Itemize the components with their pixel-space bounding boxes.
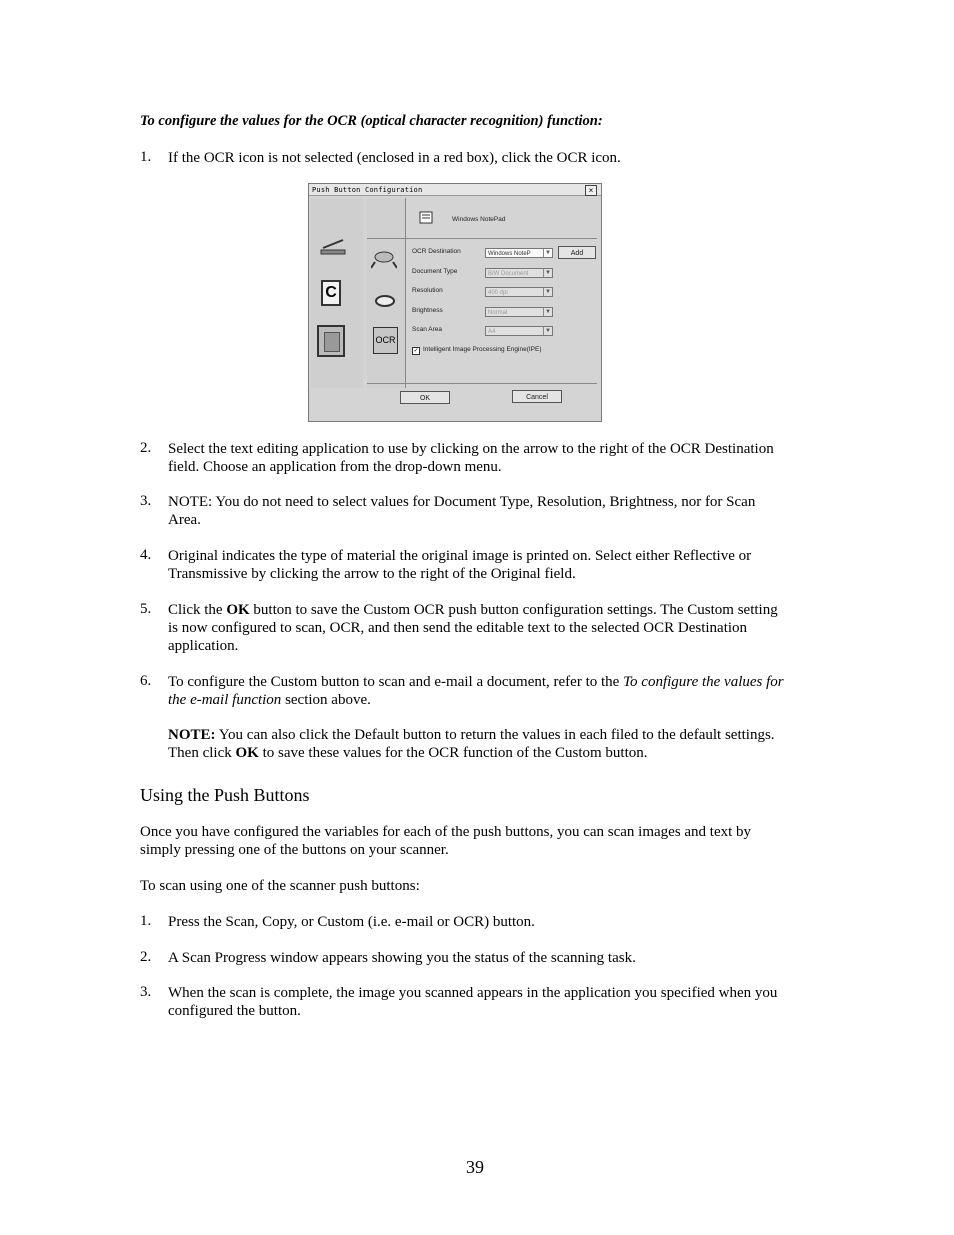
ok-bold-text: OK [226,602,250,618]
text-run: to save these values for the OCR function of the Custom button. [258,745,648,761]
scan-area-value: A4 [488,329,496,335]
dialog-title-bar [309,184,601,196]
text-run: You can also click the Default button to return the values in each filed to the default settings. [215,727,775,743]
print-icon[interactable] [374,292,396,308]
section-intro [140,823,751,859]
document-type-select[interactable] [485,268,553,278]
brightness-label: Brightness [412,307,443,314]
step-text-line: NOTE: You do not need to select values for Document Type, Resolution, Brightness, nor for Scan [168,494,756,510]
resolution-select[interactable] [485,287,553,297]
scan-intro: To scan using one of the scanner push buttons: [140,878,420,894]
ocr-icon[interactable]: OCR [373,327,398,354]
step-text: Press the Scan, Copy, or Custom (i.e. e-mail or OCR) button. [168,914,535,930]
step-text: If the OCR icon is not selected (enclosed in a red box), click the OCR icon. [168,150,621,166]
step-number: 3. [140,493,152,509]
scan-area-label: Scan Area [412,326,442,333]
ocr-destination-select[interactable] [485,248,553,258]
copy-icon[interactable]: C [321,280,341,306]
intro-line: Once you have configured the variables for each of the push buttons, you can scan images and text by [140,824,752,840]
brightness-select[interactable] [485,307,553,317]
step-text [168,493,755,529]
step-number: 1. [140,913,152,929]
step-text-line [168,691,784,709]
step-text-line: Select the text editing application to use by clicking on the arrow to the right of the OCR Destination [168,441,774,457]
note-line [168,744,775,762]
section-title: Using the Push Buttons [140,785,310,805]
ok-bold-text: OK [235,745,259,761]
text-run: section above. [281,692,371,708]
separator [367,383,597,384]
step-number: 6. [140,673,152,689]
step-text-line: Original indicates the type of material the original image is printed on. Select either Reflective or [168,548,752,564]
notepad-icon [417,209,435,225]
close-button[interactable]: × [585,185,597,196]
text-run: To configure the Custom button to scan and e-mail a document, refer to the [168,674,624,690]
step-number: 1. [140,149,152,165]
resolution-label: Resolution [412,287,443,294]
step-text: A Scan Progress window appears showing you the status of the scanning task. [168,950,636,966]
note-block [168,726,775,762]
document-type-value: B/W Document [488,271,529,277]
dropdown-arrow-icon[interactable]: ▼ [543,288,552,296]
document-type-label: Document Type [412,268,458,275]
text-run: Click the [168,602,227,618]
text-run: Then click [168,745,236,761]
cancel-button[interactable]: Cancel [512,390,562,403]
application-name: Windows NotePad [452,216,506,223]
step-text-line: Transmissive by clicking the arrow to the right of the Original field. [168,566,576,582]
step-number: 3. [140,984,152,1000]
step-number: 5. [140,601,152,617]
dialog-title: Push Button Configuration [312,186,423,194]
email-icon[interactable] [371,248,397,270]
dropdown-arrow-icon[interactable]: ▼ [543,269,552,277]
step-text-line [168,673,784,691]
note-label: NOTE: [168,727,216,743]
intro-line: simply pressing one of the buttons on your scanner. [140,842,449,858]
text-run: button to save the Custom OCR push button configuration settings. The Custom setting [249,602,778,618]
step-text [168,601,778,655]
step-text [168,547,751,583]
note-line [168,726,775,744]
scanner-icon[interactable] [319,236,347,256]
step-text-line: application. [168,638,239,654]
step-text-line: configured the button. [168,1003,301,1019]
ocr-destination-label: OCR Destination [412,248,461,255]
ipe-checkbox[interactable]: ✓ [413,348,419,354]
step-text-line [168,601,778,619]
step-number: 4. [140,547,152,563]
step-text [168,673,784,709]
scan-area-select[interactable] [485,326,553,336]
cross-reference-link: To configure the values for [623,674,784,690]
ipe-checkbox-label: Intelligent Image Processing Engine(IPE) [423,346,542,353]
brightness-value: Normal [488,310,508,316]
dropdown-arrow-icon[interactable]: ▼ [543,308,552,316]
step-text-line: Area. [168,512,201,528]
ok-button[interactable]: OK [400,391,450,404]
step-text-line: is now configured to scan, OCR, and then send the editable text to the selected OCR Destination [168,620,748,636]
step-text-line: field. Choose an application from the drop-down menu. [168,459,502,475]
step-text-line: When the scan is complete, the image you scanned appears in the application you specified when you [168,985,778,1001]
push-button-configuration-dialog [308,183,602,422]
dropdown-arrow-icon[interactable]: ▼ [543,249,552,257]
dropdown-arrow-icon[interactable]: ▼ [543,327,552,335]
section-heading-ocr: To configure the values for the OCR (optical character recognition) function: [140,113,603,129]
custom-icon[interactable] [317,325,345,357]
ocr-destination-value: Windows NoteP [488,251,531,257]
resolution-value: 400 dpi [488,290,508,296]
add-button[interactable]: Add [558,246,596,259]
step-text [168,440,774,476]
step-number: 2. [140,440,152,456]
separator [367,238,597,239]
step-number: 2. [140,949,152,965]
page-number: 39 [466,1157,484,1177]
step-text [168,984,777,1020]
cross-reference-link: the e-mail function [168,692,282,708]
